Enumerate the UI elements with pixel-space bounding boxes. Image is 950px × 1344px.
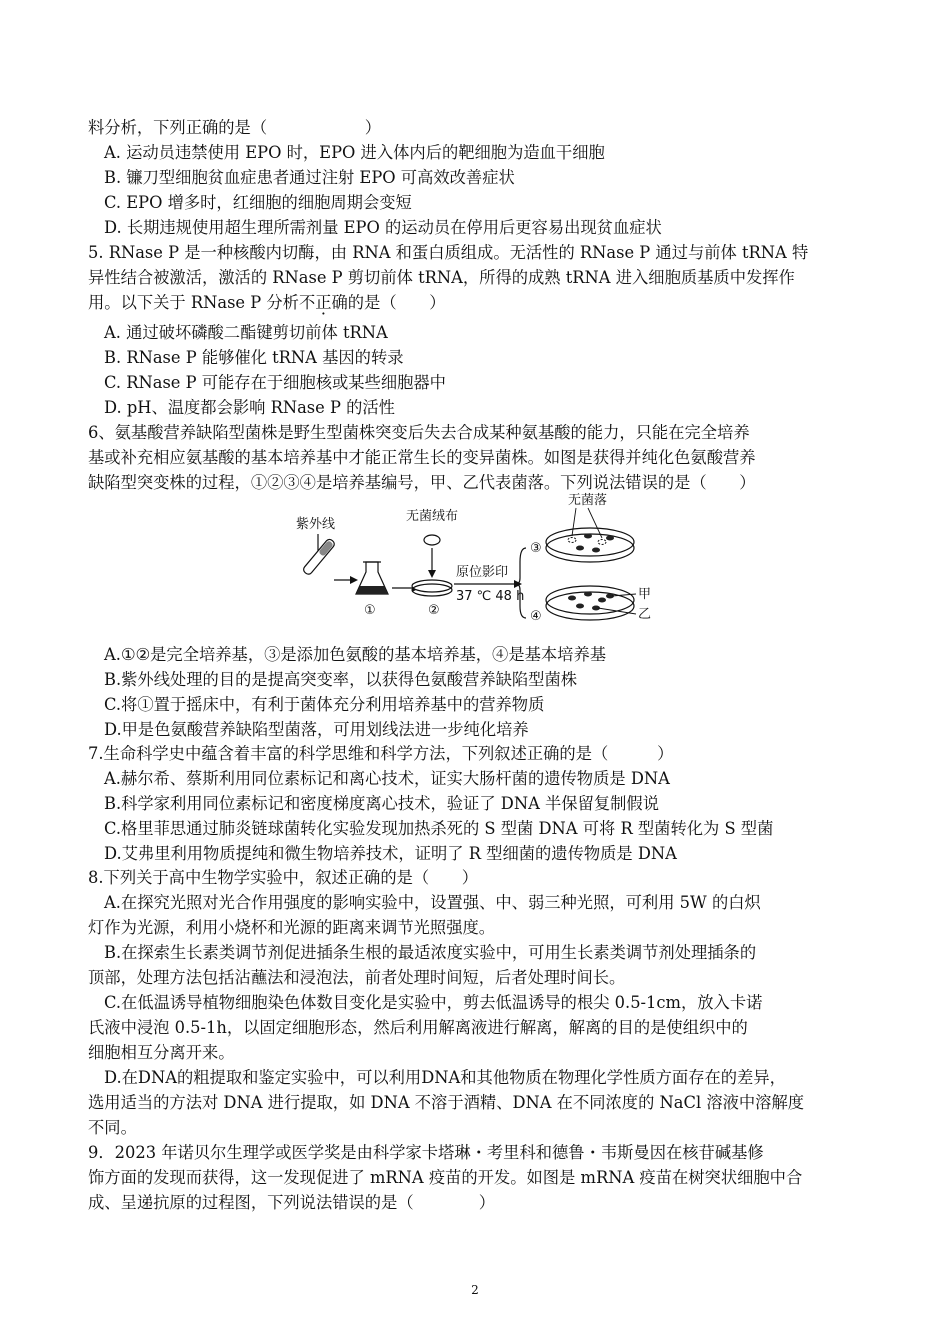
q5-stem-line1: 5. RNase P 是一种核酸内切酶，由 RNA 和蛋白质组成。无活性的 RNase P 通过与前体 tRNA 特	[88, 243, 809, 262]
q6-option-b: B.紫外线处理的目的是提高突变率，以获得色氨酸营养缺陷型菌株	[104, 670, 578, 689]
q6-figure-replica-plating	[290, 492, 690, 632]
q6-stem-line1: 6、氨基酸营养缺陷型菌株是野生型菌株突变后失去合成某种氨基酸的能力，只能在完全培养	[88, 423, 750, 442]
plate-2-icon	[412, 580, 452, 596]
plate-2-number: ②	[428, 603, 440, 618]
page-number: 2	[471, 1283, 479, 1297]
q8-option-a-line2: 灯作为光源，利用小烧杯和光源的距离来调节光照强度。	[88, 918, 496, 937]
plate-3-icon	[546, 528, 634, 562]
plate-4-number: ④	[530, 609, 542, 624]
q5-option-c: C. RNase P 可能存在于细胞核或某些细胞器中	[104, 373, 446, 392]
uv-label: 紫外线	[296, 517, 336, 532]
q7-stem: 7.生命科学史中蕴含着丰富的科学思维和科学方法，下列叙述正确的是（ ）	[88, 744, 674, 763]
q5-option-a: A. 通过破坏磷酸二酯键剪切前体 tRNA	[104, 323, 388, 342]
flask-icon	[356, 562, 388, 594]
plate-3-number: ③	[530, 541, 542, 556]
q8-option-b-line2: 顶部，处理方法包括沾蘸法和浸泡法，前者处理时间短，后者处理时间长。	[88, 968, 626, 987]
q5-option-b: B. RNase P 能够催化 tRNA 基因的转录	[104, 348, 404, 367]
q6-stem-line3: 缺陷型突变株的过程，①②③④是培养基编号，甲、乙代表菌落。下列说法错误的是（ ）	[88, 473, 756, 492]
q7-option-a: A.赫尔希、蔡斯利用同位素标记和离心技术，证实大肠杆菌的遗传物质是 DNA	[104, 769, 670, 788]
flask-number: ①	[364, 603, 376, 618]
q6-option-d: D.甲是色氨酸营养缺陷型菌落，可用划线法进一步纯化培养	[104, 720, 529, 739]
q8-stem: 8.下列关于高中生物学实验中，叙述正确的是（ ）	[88, 868, 479, 887]
q4-option-d: D. 长期违规使用超生理所需剂量 EPO 的运动员在停用后更容易出现贫血症状	[104, 218, 662, 237]
q8-option-b-line1: B.在探索生长素类调节剂促进插条生根的最适浓度实验中，可用生长素类调节剂处理插条的	[104, 943, 757, 962]
velvet-label: 无菌绒布	[406, 509, 459, 524]
q7-option-d: D.艾弗里利用物质提纯和微生物培养技术，证明了 R 型细菌的遗传物质是 DNA	[104, 844, 677, 863]
q5-emphasis-not-correct: 不正确	[298, 293, 348, 312]
q4-option-b: B. 镰刀型细胞贫血症患者通过注射 EPO 可高效改善症状	[104, 168, 515, 187]
replica-label: 原位影印	[456, 565, 509, 580]
test-tube-icon	[302, 538, 336, 576]
q4-stem-tail: 料分析，下列正确的是（ ）	[88, 118, 382, 137]
q8-option-a-line1: A.在探究光照对光合作用强度的影响实验中，设置强、中、弱三种光照，可利用 5W 的白炽	[104, 893, 761, 912]
q7-option-b: B.科学家利用同位素标记和密度梯度离心技术，验证了 DNA 半保留复制假说	[104, 794, 659, 813]
q6-stem-line2: 基或补充相应氨基酸的基本培养基中才能正常生长的变异菌株。如图是获得并纯化色氨酸营养	[88, 448, 756, 467]
q8-option-d-line1: D.在DNA的粗提取和鉴定实验中，可以利用DNA和其他物质在物理化学性质方面存在的差异，	[104, 1068, 786, 1087]
q9-stem-line2: 饰方面的发现而获得，这一发现促进了 mRNA 疫苗的开发。如图是 mRNA 疫苗在树突状细胞中合	[88, 1168, 803, 1187]
q4-option-a: A. 运动员违禁使用 EPO 时，EPO 进入体内后的靶细胞为造血干细胞	[104, 143, 605, 162]
q5-stem-line3: 用。以下关于 RNase P 分析不正确的是（ ）	[88, 293, 446, 312]
q6-option-a: A.①②是完全培养基，③是添加色氨酸的基本培养基，④是基本培养基	[104, 645, 607, 664]
q5-option-d: D. pH、温度都会影响 RNase P 的活性	[104, 398, 395, 417]
q8-option-c-line2: 氏液中浸泡 0.5-1h，以固定细胞形态，然后利用解离液进行解离，解离的目的是使组织中的	[88, 1018, 748, 1037]
q9-stem-line1: 9．2023 年诺贝尔生理学或医学奖是由科学家卡塔琳・考里科和德鲁・韦斯曼因在核苷碱基修	[88, 1143, 764, 1162]
q4-option-c: C. EPO 增多时，红细胞的细胞周期会变短	[104, 193, 412, 212]
yi-label: 乙	[638, 607, 652, 622]
no-colony-label: 无菌落	[568, 493, 608, 508]
q7-option-c: C.格里菲思通过肺炎链球菌转化实验发现加热杀死的 S 型菌 DNA 可将 R 型菌转化为 S 型菌	[104, 819, 774, 838]
q8-option-c-line3: 细胞相互分离开来。	[88, 1043, 235, 1062]
q6-option-c: C.将①置于摇床中，有利于菌体充分利用培养基中的营养物质	[104, 695, 545, 714]
q8-option-d-line3: 不同。	[88, 1118, 137, 1137]
q8-option-d-line2: 选用适当的方法对 DNA 进行提取，如 DNA 不溶于酒精、DNA 在不同浓度的 NaCl 溶液中溶解度	[88, 1093, 805, 1112]
q5-stem-line2: 异性结合被激活，激活的 RNase P 剪切前体 tRNA，所得的成熟 tRNA 进入细胞质基质中发挥作	[88, 268, 795, 287]
jia-label: 甲	[638, 587, 652, 602]
q8-option-c-line1: C.在低温诱导植物细胞染色体数目变化是实验中，剪去低温诱导的根尖 0.5-1cm，放入卡诺	[104, 993, 763, 1012]
plate-4-icon	[546, 586, 634, 620]
q9-stem-line3: 成、呈递抗原的过程图，下列说法错误的是（ ）	[88, 1193, 496, 1212]
condition-label: 37 ℃ 48 h	[456, 589, 525, 604]
